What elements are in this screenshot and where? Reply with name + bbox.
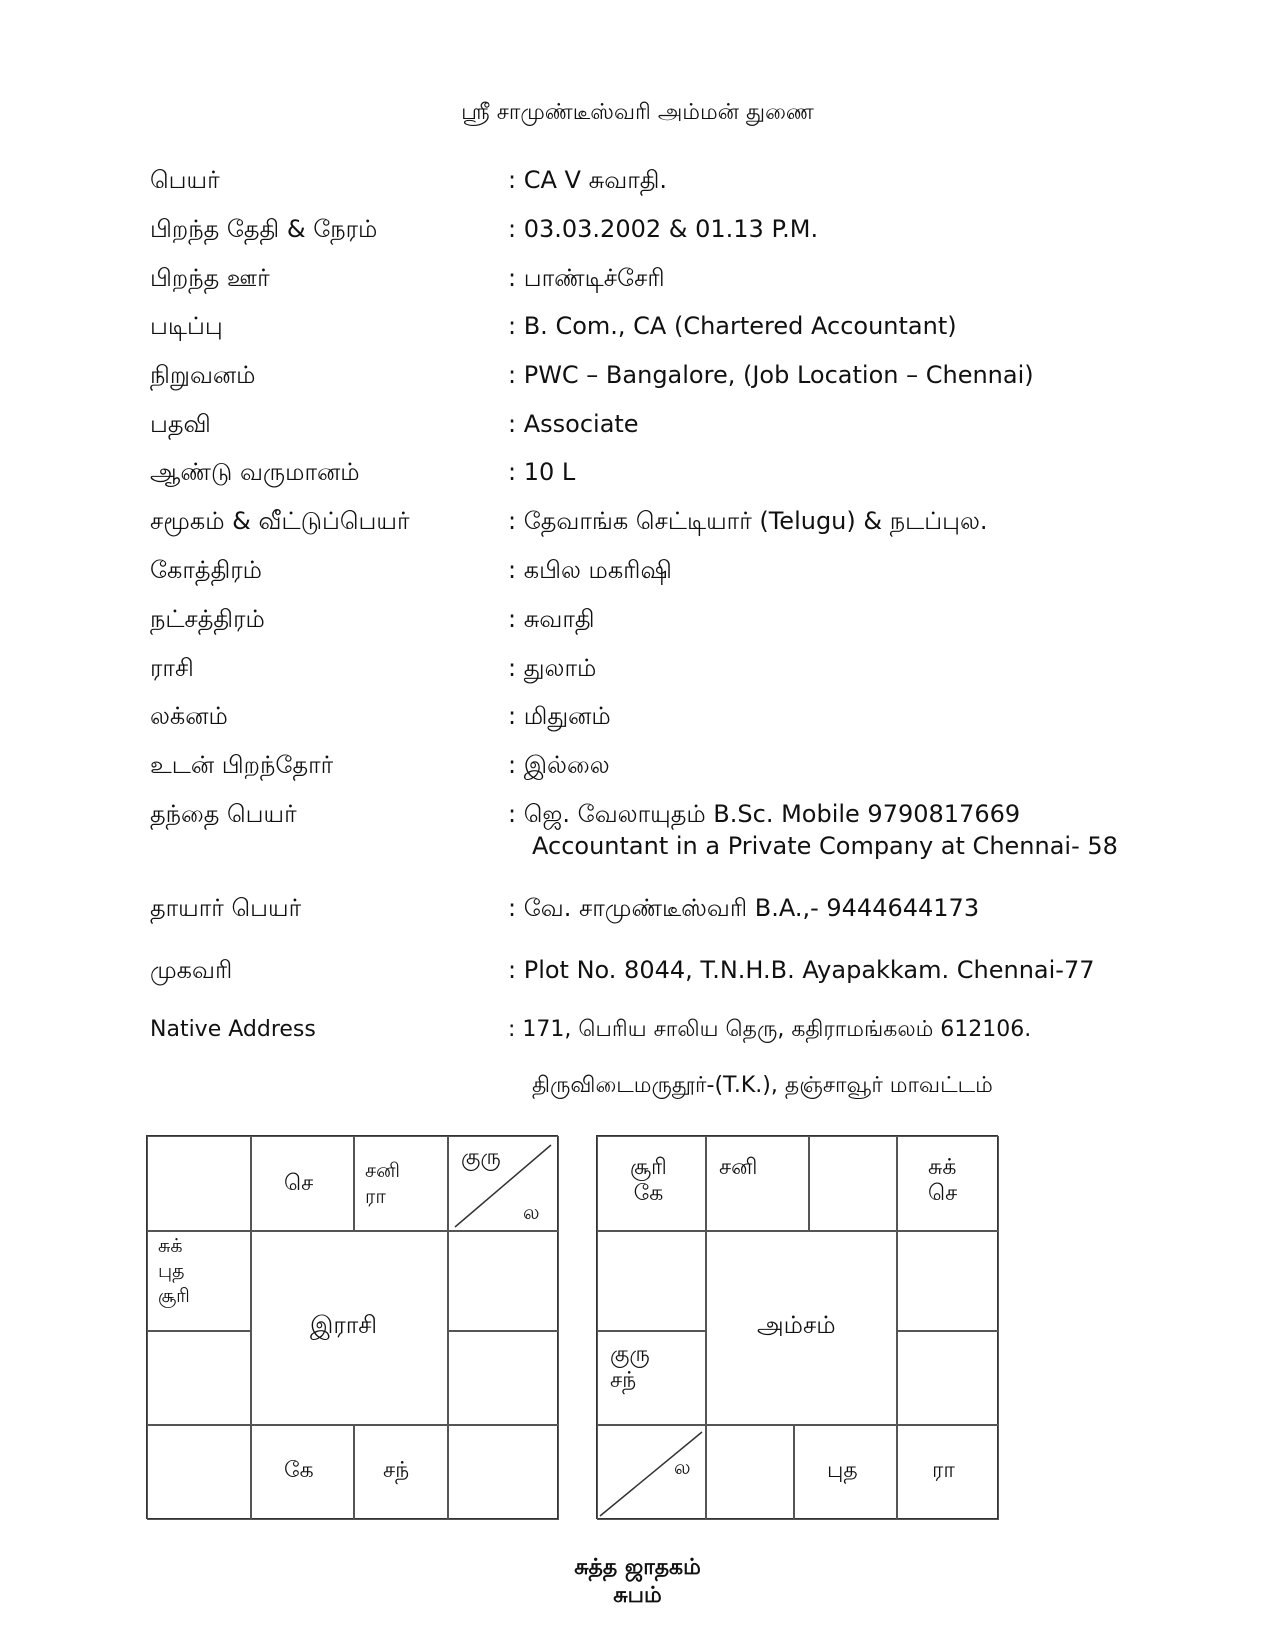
amsam-cell-right-2	[897, 1331, 999, 1425]
field-value: : Associate	[508, 410, 639, 438]
rasi-cell-text: செ	[284, 1171, 314, 1196]
rasi-cell-top-4	[448, 1136, 559, 1231]
rasi-cell-top-1	[147, 1136, 251, 1231]
amsam-cell-text: சுக் செ	[928, 1155, 958, 1206]
rasi-cell-text: ல	[523, 1200, 540, 1224]
rasi-cell-bottom-4	[448, 1425, 559, 1520]
rasi-cell-bottom-2	[251, 1425, 354, 1520]
rasi-cell-text: சனி ரா	[365, 1158, 400, 1208]
amsam-cell-bottom-3	[794, 1425, 897, 1520]
field-value: : ஜெ. வேலாயுதம் B.Sc. Mobile 9790817669	[508, 800, 1021, 828]
field-label: பிறந்த ஊர்	[150, 264, 270, 292]
field-value: : Plot No. 8044, T.N.H.B. Ayapakkam. Chennai-77	[508, 956, 1095, 984]
rasi-cell-left-2	[147, 1331, 251, 1425]
amsam-cell-bottom-1	[597, 1425, 706, 1520]
field-value: : இல்லை	[508, 751, 610, 779]
rasi-cell-bottom-3	[354, 1425, 448, 1520]
amsam-cell-bottom-4	[897, 1425, 999, 1520]
amsam-chart	[596, 1135, 998, 1519]
field-value: : வே. சாமுண்டீஸ்வரி B.A.,- 9444644173	[508, 894, 980, 922]
page-header: ஸ்ரீ சாமுண்டீஸ்வரி அம்மன் துணை	[461, 100, 814, 125]
rasi-cell-top-3	[354, 1136, 448, 1231]
amsam-cell-right-1	[897, 1231, 999, 1331]
field-label: சமூகம் & வீட்டுப்பெயர்	[150, 507, 410, 535]
field-label: படிப்பு	[150, 312, 223, 340]
amsam-cell-text: ரா	[932, 1458, 955, 1483]
field-label: நட்சத்திரம்	[150, 605, 265, 633]
amsam-cell-top-3	[809, 1136, 897, 1231]
rasi-cell-right-2	[448, 1331, 559, 1425]
rasi-cell-right-1	[448, 1231, 559, 1331]
field-label: ராசி	[150, 654, 194, 682]
field-label: பிறந்த தேதி & நேரம்	[150, 215, 378, 243]
field-label: பதவி	[150, 410, 211, 438]
rasi-cell-text: சந்	[383, 1458, 410, 1483]
amsam-cell-text: ல	[674, 1455, 691, 1479]
rasi-cell-left-1	[147, 1231, 251, 1331]
field-value: : PWC – Bangalore, (Job Location – Chennai)	[508, 361, 1034, 389]
amsam-cell-text: சூரி கே	[630, 1155, 667, 1206]
field-value: : 03.03.2002 & 01.13 P.M.	[508, 215, 819, 243]
field-value: : CA V சுவாதி.	[508, 166, 668, 194]
field-value: : 10 L	[508, 458, 576, 486]
field-label: கோத்திரம்	[150, 556, 262, 584]
footer-blessing: சுபம்	[613, 1583, 662, 1608]
rasi-cell-bottom-1	[147, 1425, 251, 1520]
field-value-continued: திருவிடைமருதூர்-(T.K.), தஞ்சாவூர் மாவட்டம்	[532, 1073, 993, 1098]
rasi-center	[251, 1231, 448, 1425]
rasi-cell-text: குரு	[461, 1145, 501, 1170]
field-label: லக்னம்	[150, 702, 228, 730]
rasi-cell-text: கே	[284, 1458, 314, 1483]
amsam-cell-text: சனி	[719, 1155, 758, 1180]
rasi-cell-text: சுக் புத சூரி	[158, 1235, 190, 1307]
field-value: : கபில மகரிஷி	[508, 556, 672, 584]
field-label: உடன் பிறந்தோர்	[150, 751, 334, 779]
field-value: : 171, பெரிய சாலிய தெரு, கதிராமங்கலம் 612106.	[508, 1017, 1032, 1042]
field-label: Native Address	[150, 1017, 316, 1042]
amsam-cell-text: குரு சந்	[610, 1342, 650, 1393]
amsam-cell-left-2	[597, 1331, 706, 1425]
field-label: பெயர்	[150, 166, 220, 194]
amsam-lagna-divider	[598, 1426, 707, 1521]
field-value: : தேவாங்க செட்டியார் (Telugu) & நடப்புல.	[508, 507, 988, 535]
field-value: : மிதுனம்	[508, 702, 611, 730]
field-label: தாயார் பெயர்	[150, 894, 302, 922]
amsam-cell-left-1	[597, 1231, 706, 1331]
field-label: முகவரி	[150, 956, 233, 984]
field-value: : B. Com., CA (Chartered Accountant)	[508, 312, 957, 340]
amsam-chart-title: அம்சம்	[757, 1311, 836, 1339]
field-label: நிறுவனம்	[150, 361, 256, 389]
field-value: : சுவாதி	[508, 605, 595, 633]
amsam-cell-bottom-2	[706, 1425, 794, 1520]
field-label: ஆண்டு வருமானம்	[150, 458, 360, 486]
field-value: : பாண்டிச்சேரி	[508, 264, 665, 292]
field-value: : துலாம்	[508, 654, 597, 682]
amsam-cell-top-1	[597, 1136, 706, 1231]
rasi-chart	[146, 1135, 558, 1519]
amsam-cell-text: புத	[827, 1458, 858, 1483]
rasi-chart-title: இராசி	[310, 1311, 378, 1339]
field-value-continued: Accountant in a Private Company at Chennai- 58	[532, 832, 1118, 860]
amsam-center	[706, 1231, 897, 1425]
amsam-cell-top-2	[706, 1136, 809, 1231]
field-label: தந்தை பெயர்	[150, 800, 297, 828]
footer-title: சுத்த ஜாதகம்	[574, 1555, 701, 1580]
amsam-cell-top-4	[897, 1136, 999, 1231]
rasi-cell-top-2	[251, 1136, 354, 1231]
